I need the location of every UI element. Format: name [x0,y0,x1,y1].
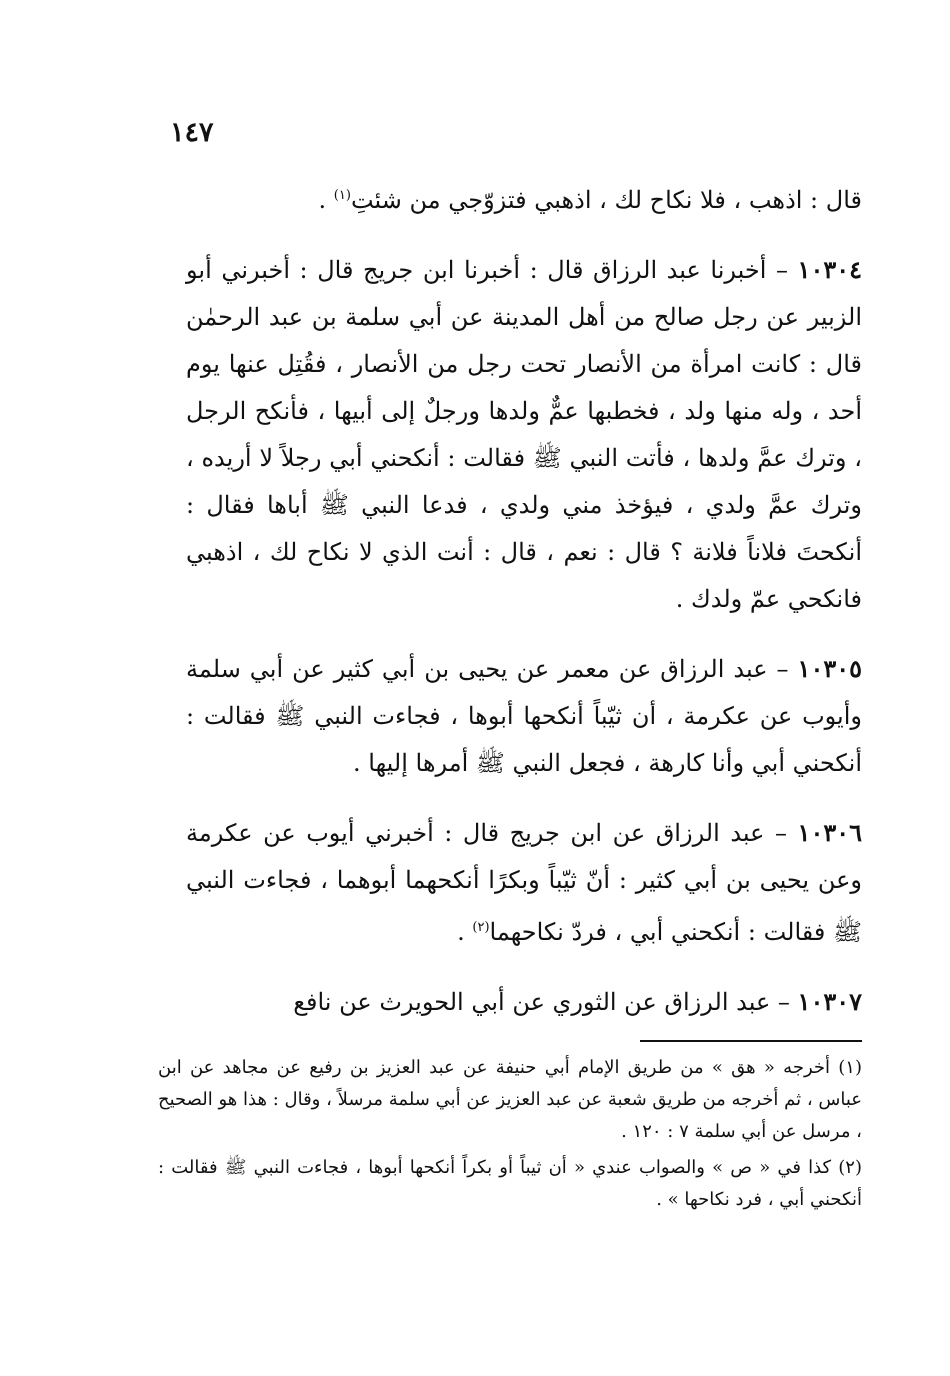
hadith-10306 [186,809,862,956]
paragraph-text: قال : اذهب ، فلا نكاح لك ، اذهبي فتزوّجي من شئتِ [350,186,862,214]
page-number: ١٤٧ [170,117,214,148]
footnote-marker: (٢) [472,920,490,935]
footnote-marker: (١) [333,188,351,203]
footnote-1: (١) أخرجه « هق » من طريق الإمام أبي حنيفة عن عبد العزيز بن رفيع عن مجاهد عن ابن عباس ، ثم أخرجه من طريق شعبة عن عبد العزيز عن أبي سلمة مرسلاً ، وقال : هذا هو الصحيح ، مرسل عن أبي سلمة ٧ : ١٢٠ . [158,1057,862,1142]
paragraph-text: – عبد الرزاق عن الثوري عن أبي الحويرث عن نافع [293,988,798,1016]
paragraph-text: – عبد الرزاق عن معمر عن يحيى بن أبي كثير عن أبي سلمة وأيوب عن عكرمة ، أن ثيّباً أنكحها أبوها ، فجاءت النبي ﷺ فقالت : أنكحني أبي وأنا كارهة ، فجعل النبي ﷺ أمرها إليها . [186,655,862,777]
paragraph-tail: . [318,186,334,214]
paragraph-text: – عبد الرزاق عن ابن جريج قال : أخبرني أيوب عن عكرمة وعن يحيى بن أبي كثير : أنّ ثيّباً وبكرًا أنكحهما أبوهما ، فجاءت النبي ﷺ فقالت : أنكحني أبي ، فردّ نكاحهما [186,819,862,946]
hadith-number: ١٠٣٠٤ [797,255,862,284]
hadith-number: ١٠٣٠٥ [797,654,862,683]
hadith-10304 [186,246,862,623]
footnote-divider [640,1040,862,1042]
footnote-2: (٢) كذا في « ص » والصواب عندي « أن ثيباً أو بكراً أنكحها أبوها ، فجاءت النبي ﷺ فقالت : أنكحني أبي ، فرد نكاحها » . [158,1157,862,1210]
paragraph-tail: . [457,918,473,946]
hadith-10307 [186,978,862,1026]
paragraph-continuation [186,172,862,224]
hadith-number: ١٠٣٠٦ [797,818,862,847]
hadith-number: ١٠٣٠٧ [797,987,862,1016]
paragraph-text: – أخبرنا عبد الرزاق قال : أخبرنا ابن جريج قال : أخبرني أبو الزبير عن رجل صالح من أهل المدينة عن أبي سلمة بن عبد الرحمٰن قال : كانت امرأة من الأنصار تحت رجل من الأنصار ، فقُتِل عنها يوم أحد ، وله منها ولد ، فخطبها عمٌّ ولدها ورجلٌ إلى أبيها ، فأنكح الرجل ، وترك عمَّ ولدها ، فأتت النبي ﷺ فقالت : أنكحني أبي رجلاً لا أريده ، وترك عمَّ ولدي ، فيؤخذ مني ولدي ، فدعا النبي ﷺ أباها فقال : أنكحتَ فلاناً فلانة ؟ قال : نعم ، قال : أنت الذي لا نكاح لك ، اذهبي فانكحي عمّ ولدك . [186,256,863,613]
main-text [186,172,862,1026]
footnotes [158,1052,862,1220]
hadith-10305 [186,645,862,787]
